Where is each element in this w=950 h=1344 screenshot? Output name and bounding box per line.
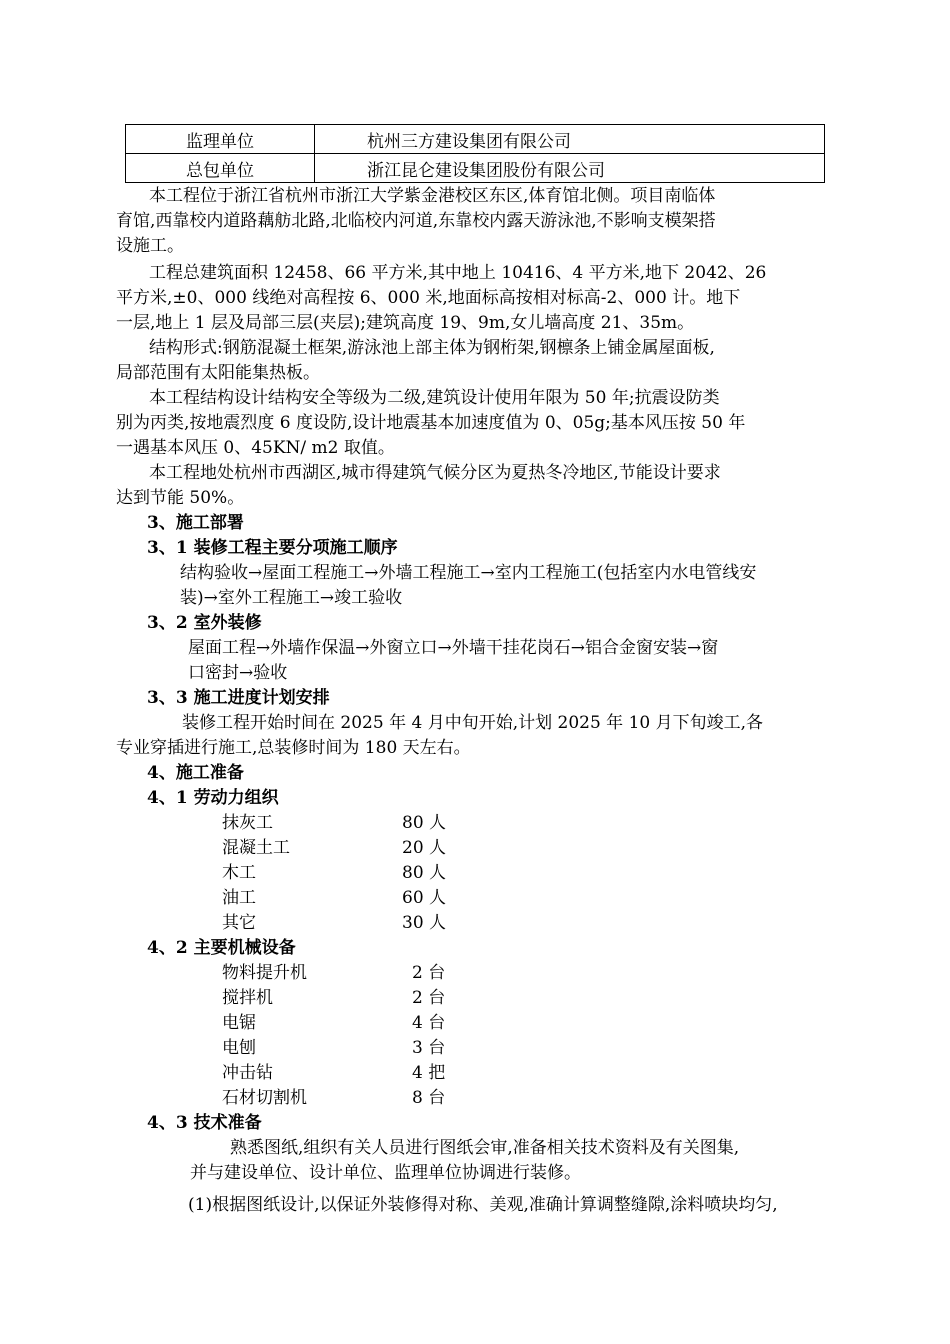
subsection-heading: 4、1 劳动力组织 — [147, 788, 279, 808]
tech-prep-line: (1)根据图纸设计,以保证外装修得对称、美观,准确计算调整缝隙,涂料喷块均匀, — [188, 1195, 778, 1215]
tech-prep-line: 熟悉图纸,组织有关人员进行图纸会审,准备相关技术资料及有关图集, — [230, 1138, 740, 1158]
machine-name: 搅拌机 — [222, 988, 273, 1008]
table-key-supervisor: 监理单位 — [126, 125, 315, 154]
schedule-line: 专业穿插进行施工,总装修时间为 180 天左右。 — [116, 738, 471, 758]
labor-count: 30 人 — [402, 913, 447, 933]
labor-count: 60 人 — [402, 888, 447, 908]
machine-count: 3 台 — [412, 1038, 446, 1058]
section-heading: 3、施工部署 — [147, 513, 244, 533]
machine-name: 电刨 — [222, 1038, 256, 1058]
overview-line: 设施工。 — [116, 236, 184, 256]
units-table — [125, 124, 825, 183]
overview-line: 平方米,±0、000 线绝对高程按 6、000 米,地面标高按相对标高-2、000 计。地下 — [116, 288, 741, 308]
overview-line: 达到节能 50%。 — [116, 488, 245, 508]
overview-line: 局部范围有太阳能集热板。 — [116, 363, 320, 383]
sequence-line: 结构验收→屋面工程施工→外墙工程施工→室内工程施工(包括室内水电管线安 — [180, 563, 757, 583]
machine-name: 冲击钻 — [222, 1063, 273, 1083]
tech-prep-line: 并与建设单位、设计单位、监理单位协调进行装修。 — [190, 1163, 581, 1183]
table-key-contractor: 总包单位 — [126, 154, 315, 183]
sequence-line: 装)→室外工程施工→竣工验收 — [180, 588, 403, 608]
machine-name: 电锯 — [222, 1013, 256, 1033]
labor-name: 抹灰工 — [222, 813, 273, 833]
labor-count: 80 人 — [402, 813, 447, 833]
overview-line: 本工程结构设计结构安全等级为二级,建筑设计使用年限为 50 年;抗震设防类 — [149, 388, 720, 408]
subsection-heading: 3、3 施工进度计划安排 — [147, 688, 330, 708]
sequence-line: 口密封→验收 — [188, 663, 288, 683]
overview-line: 工程总建筑面积 12458、66 平方米,其中地上 10416、4 平方米,地下 2042、26 — [149, 263, 767, 283]
machine-count: 4 把 — [412, 1063, 446, 1083]
overview-line: 本工程地处杭州市西湖区,城市得建筑气候分区为夏热冬冷地区,节能设计要求 — [149, 463, 721, 483]
subsection-heading: 4、2 主要机械设备 — [147, 938, 296, 958]
schedule-line: 装修工程开始时间在 2025 年 4 月中旬开始,计划 2025 年 10 月下旬竣工,各 — [182, 713, 764, 733]
section-heading: 4、施工准备 — [147, 763, 244, 783]
machine-count: 2 台 — [412, 988, 446, 1008]
subsection-heading: 3、2 室外装修 — [147, 613, 262, 633]
overview-line: 本工程位于浙江省杭州市浙江大学紫金港校区东区,体育馆北侧。项目南临体 — [149, 186, 716, 206]
labor-name: 其它 — [222, 913, 256, 933]
subsection-heading: 3、1 装修工程主要分项施工顺序 — [147, 538, 398, 558]
labor-name: 油工 — [222, 888, 256, 908]
labor-count: 20 人 — [402, 838, 447, 858]
sequence-line: 屋面工程→外墙作保温→外窗立口→外墙干挂花岗石→铝合金窗安装→窗 — [188, 638, 719, 658]
labor-name: 木工 — [222, 863, 256, 883]
overview-line: 结构形式:钢筋混凝土框架,游泳池上部主体为钢桁架,钢檩条上铺金属屋面板, — [149, 338, 715, 358]
machine-name: 石材切割机 — [222, 1088, 307, 1108]
subsection-heading: 4、3 技术准备 — [147, 1113, 262, 1133]
machine-name: 物料提升机 — [222, 963, 307, 983]
table-row — [126, 154, 825, 183]
table-value-supervisor: 杭州三方建设集团有限公司 — [315, 125, 825, 154]
machine-count: 2 台 — [412, 963, 446, 983]
labor-name: 混凝土工 — [222, 838, 290, 858]
labor-count: 80 人 — [402, 863, 447, 883]
overview-line: 一遇基本风压 0、45KN/ m2 取值。 — [116, 438, 395, 458]
machine-count: 8 台 — [412, 1088, 446, 1108]
machine-count: 4 台 — [412, 1013, 446, 1033]
overview-line: 一层,地上 1 层及局部三层(夹层);建筑高度 19、9m,女儿墙高度 21、35m。 — [116, 313, 695, 333]
overview-line: 育馆,西靠校内道路藕舫北路,北临校内河道,东靠校内露天游泳池,不影响支模架搭 — [116, 211, 716, 231]
table-row — [126, 125, 825, 154]
overview-line: 别为丙类,按地震烈度 6 度设防,设计地震基本加速度值为 0、05g;基本风压按 50 年 — [116, 413, 746, 433]
table-value-contractor: 浙江昆仑建设集团股份有限公司 — [315, 154, 825, 183]
